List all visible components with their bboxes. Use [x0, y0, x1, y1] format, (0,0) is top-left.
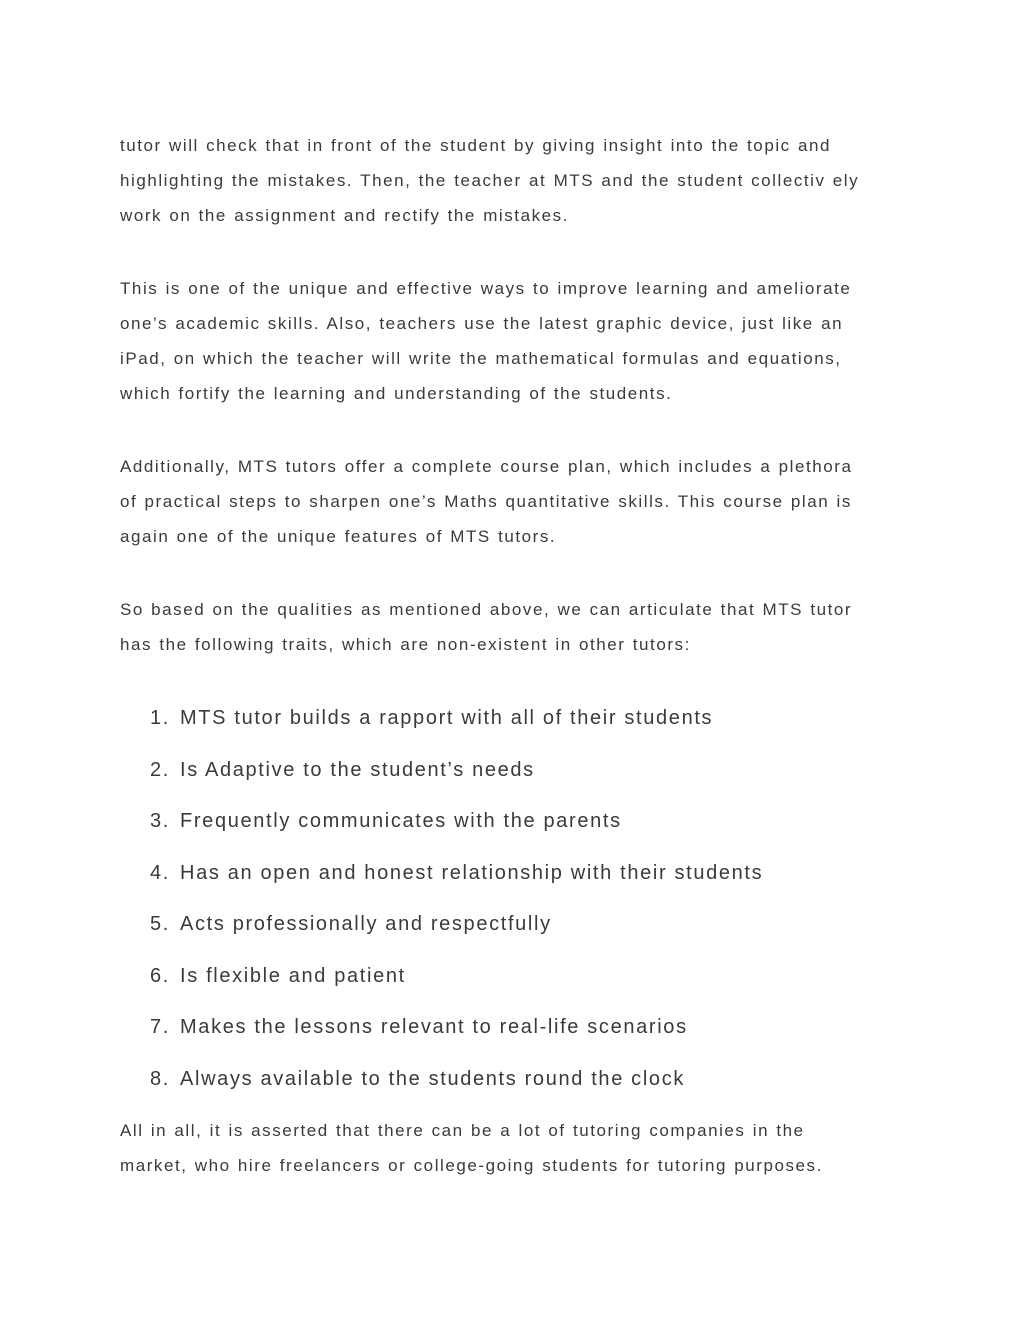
list-item	[120, 693, 920, 745]
traits-list	[120, 693, 920, 1105]
text-line: iPad, on which the teacher will write the mathematical formulas and equations,	[120, 349, 842, 368]
text-line: which fortify the learning and understanding of the students.	[120, 384, 673, 403]
paragraph-4	[120, 592, 920, 662]
list-item	[120, 1054, 920, 1106]
text-line: one’s academic skills. Also, teachers use the latest graphic device, just like an	[120, 314, 844, 333]
text-line: highlighting the mistakes. Then, the teacher at MTS and the student collectiv ely	[120, 171, 860, 190]
list-item	[120, 796, 920, 848]
list-item	[120, 745, 920, 797]
list-number: 7.	[150, 1016, 170, 1038]
list-item-text: Has an open and honest relationship with their students	[180, 861, 764, 884]
text-line: has the following traits, which are non-existent in other tutors:	[120, 635, 691, 654]
text-line: Additionally, MTS tutors offer a complete course plan, which includes a plethora	[120, 457, 853, 476]
text-line: This is one of the unique and effective ways to improve learning and ameliorate	[120, 279, 852, 298]
list-item-text: Frequently communicates with the parents	[180, 810, 622, 832]
list-number: 2.	[150, 758, 170, 781]
list-item-text: Always available to the students round the clock	[180, 1067, 686, 1090]
list-item-text: MTS tutor builds a rapport with all of their students	[180, 707, 714, 729]
closing-paragraph	[120, 1113, 920, 1183]
text-line: tutor will check that in front of the student by giving insight into the topic and	[120, 136, 831, 155]
text-line: work on the assignment and rectify the mistakes.	[120, 206, 569, 225]
list-item	[120, 899, 920, 951]
text-line: So based on the qualities as mentioned above, we can articulate that MTS tutor	[120, 600, 853, 619]
list-number: 4.	[150, 861, 170, 884]
paragraph-3	[120, 449, 920, 554]
text-line: All in all, it is asserted that there can be a lot of tutoring companies in the	[120, 1121, 805, 1140]
list-number: 1.	[150, 707, 170, 729]
list-item-text: Is Adaptive to the student’s needs	[180, 758, 535, 781]
list-item-text: Is flexible and patient	[180, 964, 406, 987]
text-line: market, who hire freelancers or college-going students for tutoring purposes.	[120, 1156, 823, 1175]
list-number: 6.	[150, 964, 170, 987]
list-item	[120, 848, 920, 900]
list-number: 8.	[150, 1067, 170, 1090]
list-number: 3.	[150, 810, 170, 832]
text-line: again one of the unique features of MTS tutors.	[120, 527, 557, 546]
list-item	[120, 1002, 920, 1054]
list-item-text: Acts professionally and respectfully	[180, 913, 552, 935]
paragraph-2	[120, 271, 920, 411]
list-item	[120, 951, 920, 1003]
list-number: 5.	[150, 913, 170, 935]
text-line: of practical steps to sharpen one’s Maths quantitative skills. This course plan is	[120, 492, 852, 511]
paragraph-1	[120, 128, 920, 233]
document-page	[120, 128, 920, 1183]
list-item-text: Makes the lessons relevant to real-life scenarios	[180, 1016, 688, 1038]
